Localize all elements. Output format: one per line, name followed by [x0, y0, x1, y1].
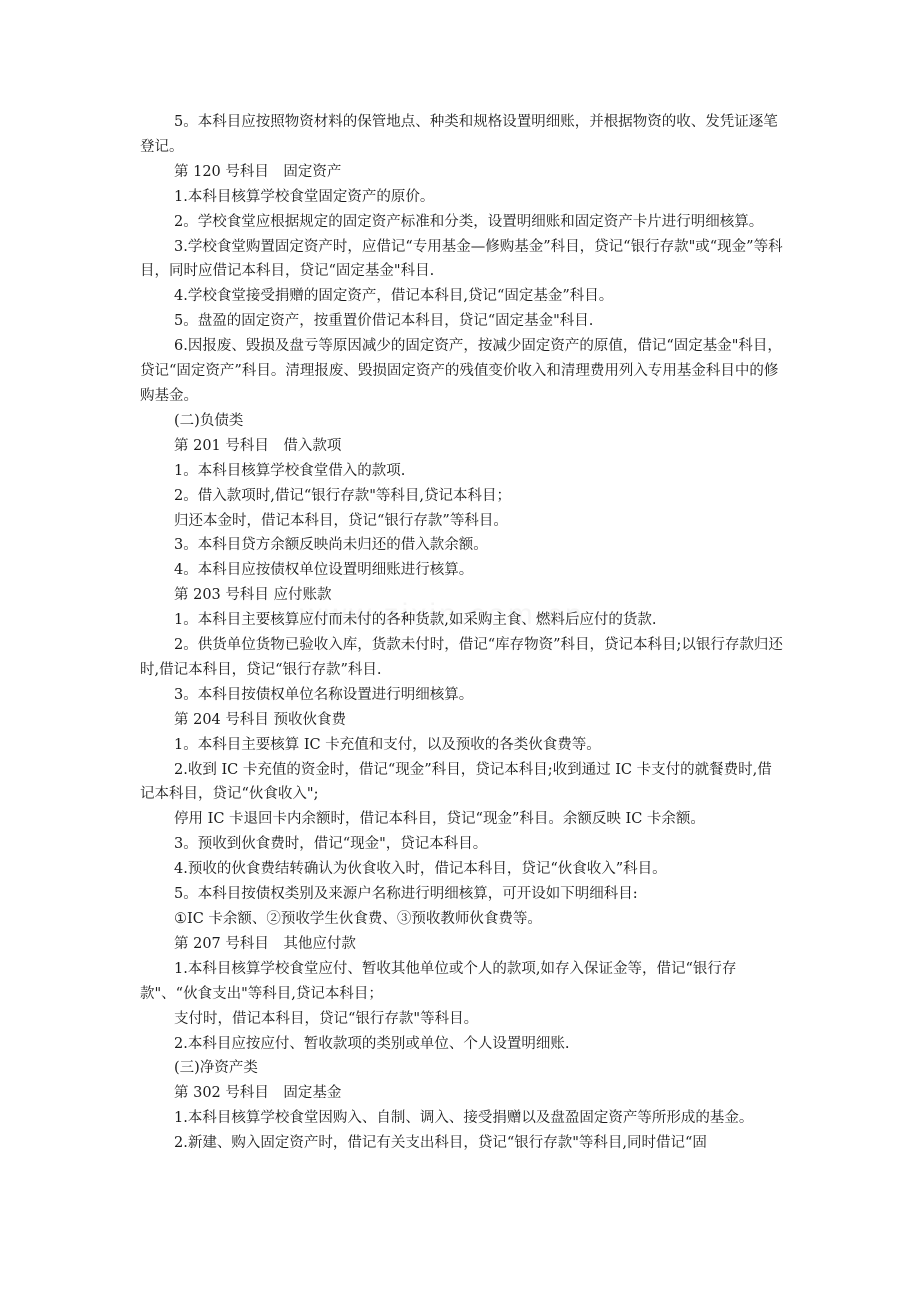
paragraph: 停用 IC 卡退回卡内余额时，借记本科目，贷记“现金”科目。余额反映 IC 卡余额。: [174, 811, 705, 828]
paragraph: 1。本科目主要核算应付而未付的各种货款,如采购主食、燃料后应付的货款.: [174, 612, 657, 629]
paragraph: 第 120 号科目 固定资产: [174, 163, 342, 180]
paragraph: 1。本科目主要核算 IC 卡充值和支付，以及预收的各类伙食费等。: [174, 736, 601, 753]
paragraph: 第 302 号科目 固定基金: [174, 1085, 342, 1102]
paragraph: 1。本科目核算学校食堂借入的款项.: [174, 462, 406, 479]
document-body: [140, 110, 785, 1156]
paragraph: 2。学校食堂应根据规定的固定资产标准和分类，设置明细账和固定资产卡片进行明细核算。: [174, 213, 764, 230]
paragraph: (二)负债类: [174, 412, 244, 429]
paragraph: 3。预收到伙食费时，借记“现金"，贷记本科目。: [174, 836, 488, 853]
paragraph: (三)净资产类: [174, 1060, 258, 1077]
paragraph: 4.预收的伙食费结转确认为伙食收入时，借记本科目，贷记“伙食收入”科目。: [174, 861, 667, 878]
paragraph: 2.新建、购入固定资产时，借记有关支出科目，贷记“银行存款"等科目,同时借记“固: [174, 1135, 707, 1152]
paragraph: 5。本科目按债权类别及来源户名称进行明细核算，可开设如下明细科目:: [174, 886, 638, 903]
paragraph: 第 204 号科目 预收伙食费: [174, 711, 347, 728]
paragraph: 3。本科目按债权单位名称设置进行明细核算。: [174, 686, 474, 703]
paragraph: 5。盘盈的固定资产，按重置价借记本科目，贷记“固定基金"科目.: [174, 313, 594, 330]
paragraph: 5。本科目应按照物资材料的保管地点、种类和规格设置明细账，并根据物资的收、发凭证逐笔登记。: [140, 114, 778, 155]
paragraph: 2.收到 IC 卡充值的资金时，借记“现金”科目，贷记本科目;收到通过 IC 卡支付的就餐费时,借记本科目，贷记“伙食收入";: [140, 761, 772, 803]
paragraph: 1.本科目核算学校食堂因购入、自制、调入、接受捐赠以及盘盈固定资产等所形成的基金。: [174, 1110, 754, 1127]
paragraph: 3。本科目贷方余额反映尚未归还的借入款余额。: [174, 537, 488, 554]
paragraph: 6.因报废、毁损及盘亏等原因减少的固定资产，按减少固定资产的原值，借记“固定基金"科目，贷记“固定资产”科目。清理报废、毁损固定资产的残值变价收入和清理费用列入专用基金科目中的修购基金。: [140, 338, 782, 404]
paragraph: 2。供货单位货物已验收入库，货款未付时，借记“库存物资”科目，贷记本科目;以银行存款归还时,借记本科目，贷记“银行存款”科目.: [140, 637, 783, 678]
paragraph: 第 207 号科目 其他应付款: [174, 935, 356, 952]
paragraph: 3.学校食堂购置固定资产时，应借记“专用基金—修购基金”科目，贷记“银行存款"或“现金”等科目，同时应借记本科目，贷记“固定基金"科目.: [140, 238, 783, 280]
paragraph: ①IC 卡余额、②预收学生伙食费、③预收教师伙食费等。: [174, 911, 542, 927]
paragraph: 2.本科目应按应付、暂收款项的类别或单位、个人设置明细账.: [174, 1035, 570, 1052]
paragraph: 第 201 号科目 借入款项: [174, 437, 342, 454]
paragraph: 4.学校食堂接受捐赠的固定资产，借记本科目,贷记“固定基金”科目。: [174, 288, 614, 305]
paragraph: 4。本科目应按债权单位设置明细账进行核算。: [174, 562, 474, 579]
paragraph: 1.本科目核算学校食堂固定资产的原价。: [174, 188, 435, 205]
paragraph: 归还本金时，借记本科目，贷记“银行存款”等科目。: [174, 512, 508, 529]
paragraph: 2。借入款项时,借记“银行存款"等科目,贷记本科目；: [174, 487, 512, 504]
paragraph: 支付时，借记本科目，贷记“银行存款"等科目。: [174, 1010, 479, 1027]
paragraph: 第 203 号科目 应付账款: [174, 587, 332, 604]
paragraph: 1.本科目核算学校食堂应付、暂收其他单位或个人的款项,如存入保证金等，借记“银行存款"、“伙食支出"等科目,贷记本科目；: [140, 960, 737, 1002]
